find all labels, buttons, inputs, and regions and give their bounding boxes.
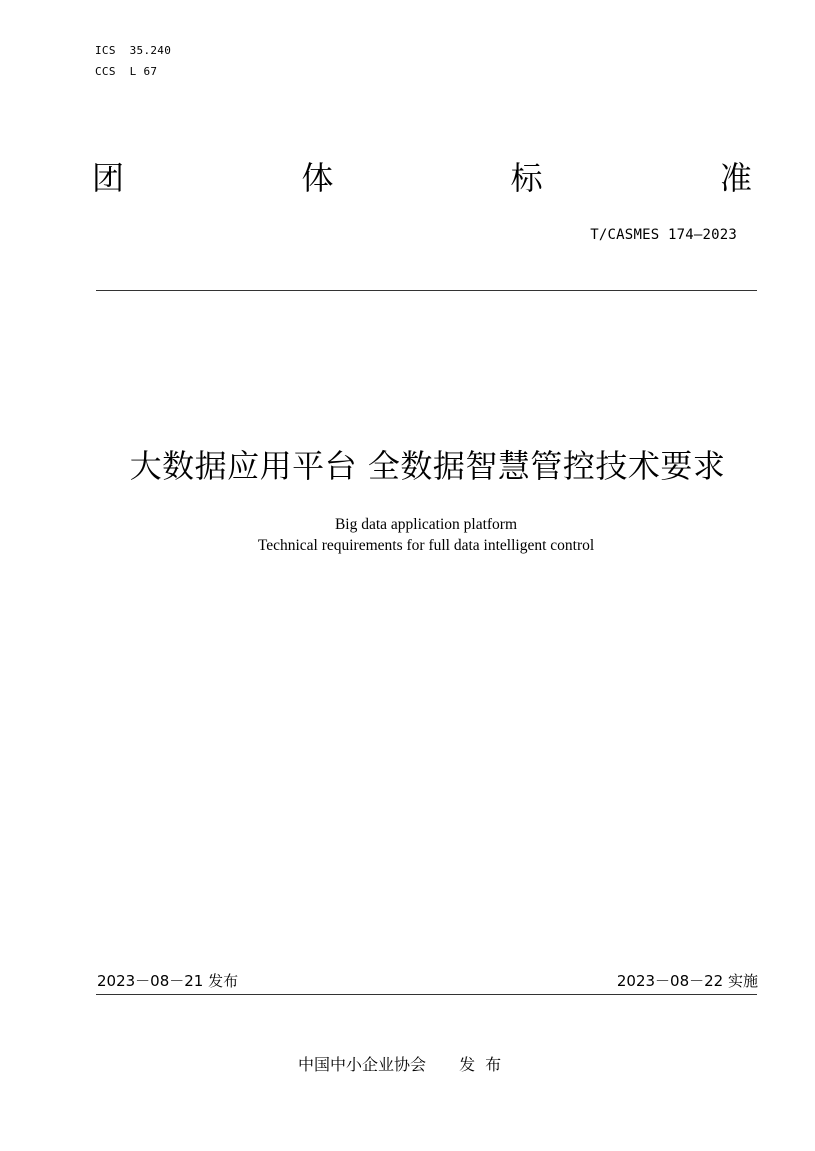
publisher-line	[298, 1054, 511, 1076]
standard-type-heading	[92, 158, 752, 198]
standard-type-char-3: 标	[510, 159, 543, 197]
publisher-organization: 中国中小企业协会	[298, 1055, 427, 1074]
implement-date: 2023－08－22 实施	[616, 972, 758, 990]
standard-type-char-1: 团	[92, 159, 125, 197]
english-title	[100, 514, 752, 556]
classification-codes	[95, 40, 171, 82]
publisher-action: 发布	[459, 1055, 512, 1074]
standard-type-char-4: 准	[719, 159, 752, 197]
publish-date: 2023－08－21 发布	[97, 972, 239, 990]
english-title-line-2: Technical requirements for full data intelligent control	[257, 537, 595, 554]
ccs-code: CCS L 67	[95, 65, 158, 78]
standard-type-char-2: 体	[301, 159, 334, 197]
bottom-divider	[96, 994, 757, 995]
ics-code: ICS 35.240	[95, 44, 172, 57]
chinese-title: 大数据应用平台 全数据智慧管控技术要求	[129, 447, 726, 485]
standard-number: T/CASMES 174—2023	[590, 227, 737, 243]
english-title-line-1: Big data application platform	[334, 516, 518, 533]
top-divider	[96, 290, 757, 291]
